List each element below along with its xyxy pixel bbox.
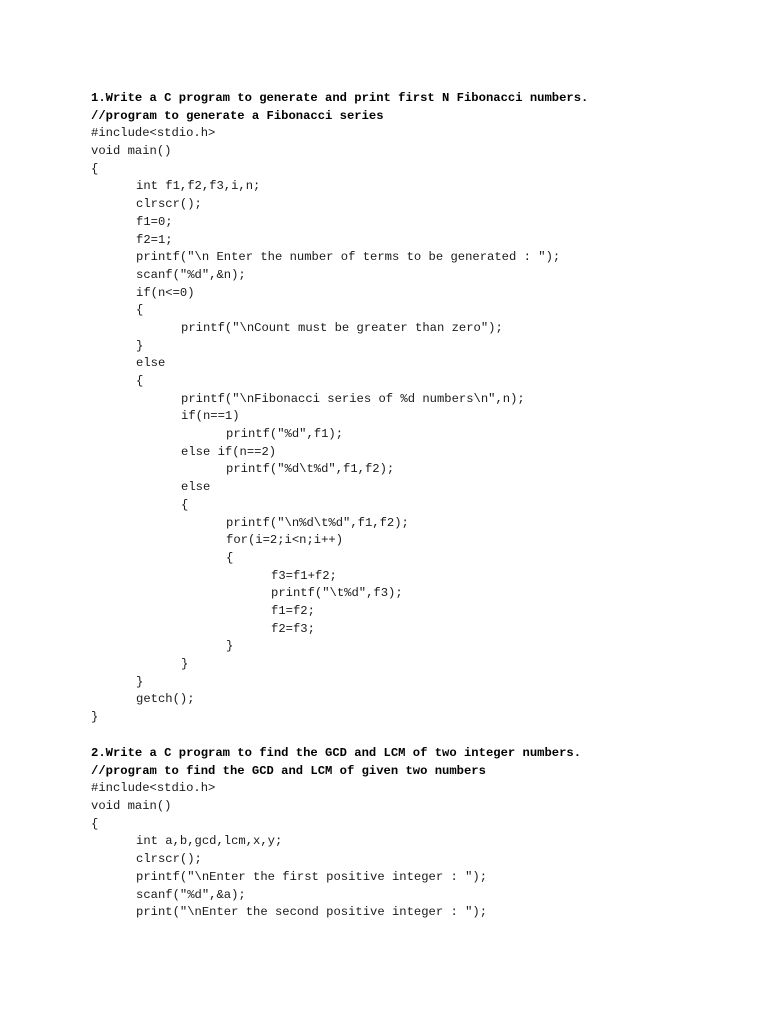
code-line: } <box>136 674 144 689</box>
code-line: printf("\n%d\t%d",f1,f2); <box>226 515 409 530</box>
code-line: printf("%d",f1); <box>226 427 344 442</box>
code-line: clrscr(); <box>136 197 202 212</box>
code-line: else <box>181 480 211 495</box>
code-line: getch(); <box>136 692 195 707</box>
problem-2 <box>91 745 581 922</box>
code-line: { <box>136 374 144 388</box>
code-line: else if(n==2) <box>181 444 277 459</box>
code-line: } <box>226 639 234 654</box>
code-line: { <box>91 161 99 176</box>
code-line: f1=f2; <box>271 603 315 618</box>
code-line: scanf("%d",&a); <box>136 887 246 902</box>
code-line: printf("\nFibonacci series of %d numbers\n",n); <box>181 391 525 406</box>
code-line: } <box>136 338 144 353</box>
problem-heading: 2.Write a C program to find the GCD and LCM of two integer numbers. <box>91 746 582 760</box>
code-line: f1=0; <box>136 214 173 229</box>
code-line: #include<stdio.h> <box>91 126 216 141</box>
code-line: printf("%d\t%d",f1,f2); <box>226 462 395 477</box>
code-line: f3=f1+f2; <box>271 568 337 583</box>
code-line: printf("\nCount must be greater than zero"); <box>181 320 503 335</box>
code-line: int f1,f2,f3,i,n; <box>136 179 261 194</box>
code-line: if(n<=0) <box>136 285 195 300</box>
problem-heading: 1.Write a C program to generate and print first N Fibonacci numbers. <box>91 91 589 105</box>
code-line: int a,b,gcd,lcm,x,y; <box>136 834 283 849</box>
code-line: printf("\t%d",f3); <box>271 586 403 601</box>
problem-1 <box>91 90 588 727</box>
code-line: { <box>181 497 189 512</box>
code-line: #include<stdio.h> <box>91 781 216 796</box>
program-comment: //program to find the GCD and LCM of given two numbers <box>91 763 486 778</box>
code-line: { <box>226 550 234 565</box>
code-line: clrscr(); <box>136 852 202 867</box>
code-line: else <box>136 356 166 371</box>
code-line: void main() <box>91 799 172 814</box>
code-line: f2=1; <box>136 232 173 247</box>
code-line: { <box>91 816 99 831</box>
code-line: void main() <box>91 144 172 159</box>
program-comment: //program to generate a Fibonacci series <box>91 108 384 123</box>
code-line: f2=f3; <box>271 621 315 636</box>
code-line: for(i=2;i<n;i++) <box>226 533 344 548</box>
code-line: scanf("%d",&n); <box>136 267 246 282</box>
code-line: { <box>136 303 144 318</box>
code-line: } <box>91 710 99 725</box>
code-line: if(n==1) <box>181 409 240 424</box>
code-line: print("\nEnter the second positive integer : "); <box>136 905 488 920</box>
code-line: printf("\n Enter the number of terms to be generated : "); <box>136 250 561 265</box>
code-line: printf("\nEnter the first positive integer : "); <box>136 869 488 884</box>
code-line: } <box>181 657 189 671</box>
